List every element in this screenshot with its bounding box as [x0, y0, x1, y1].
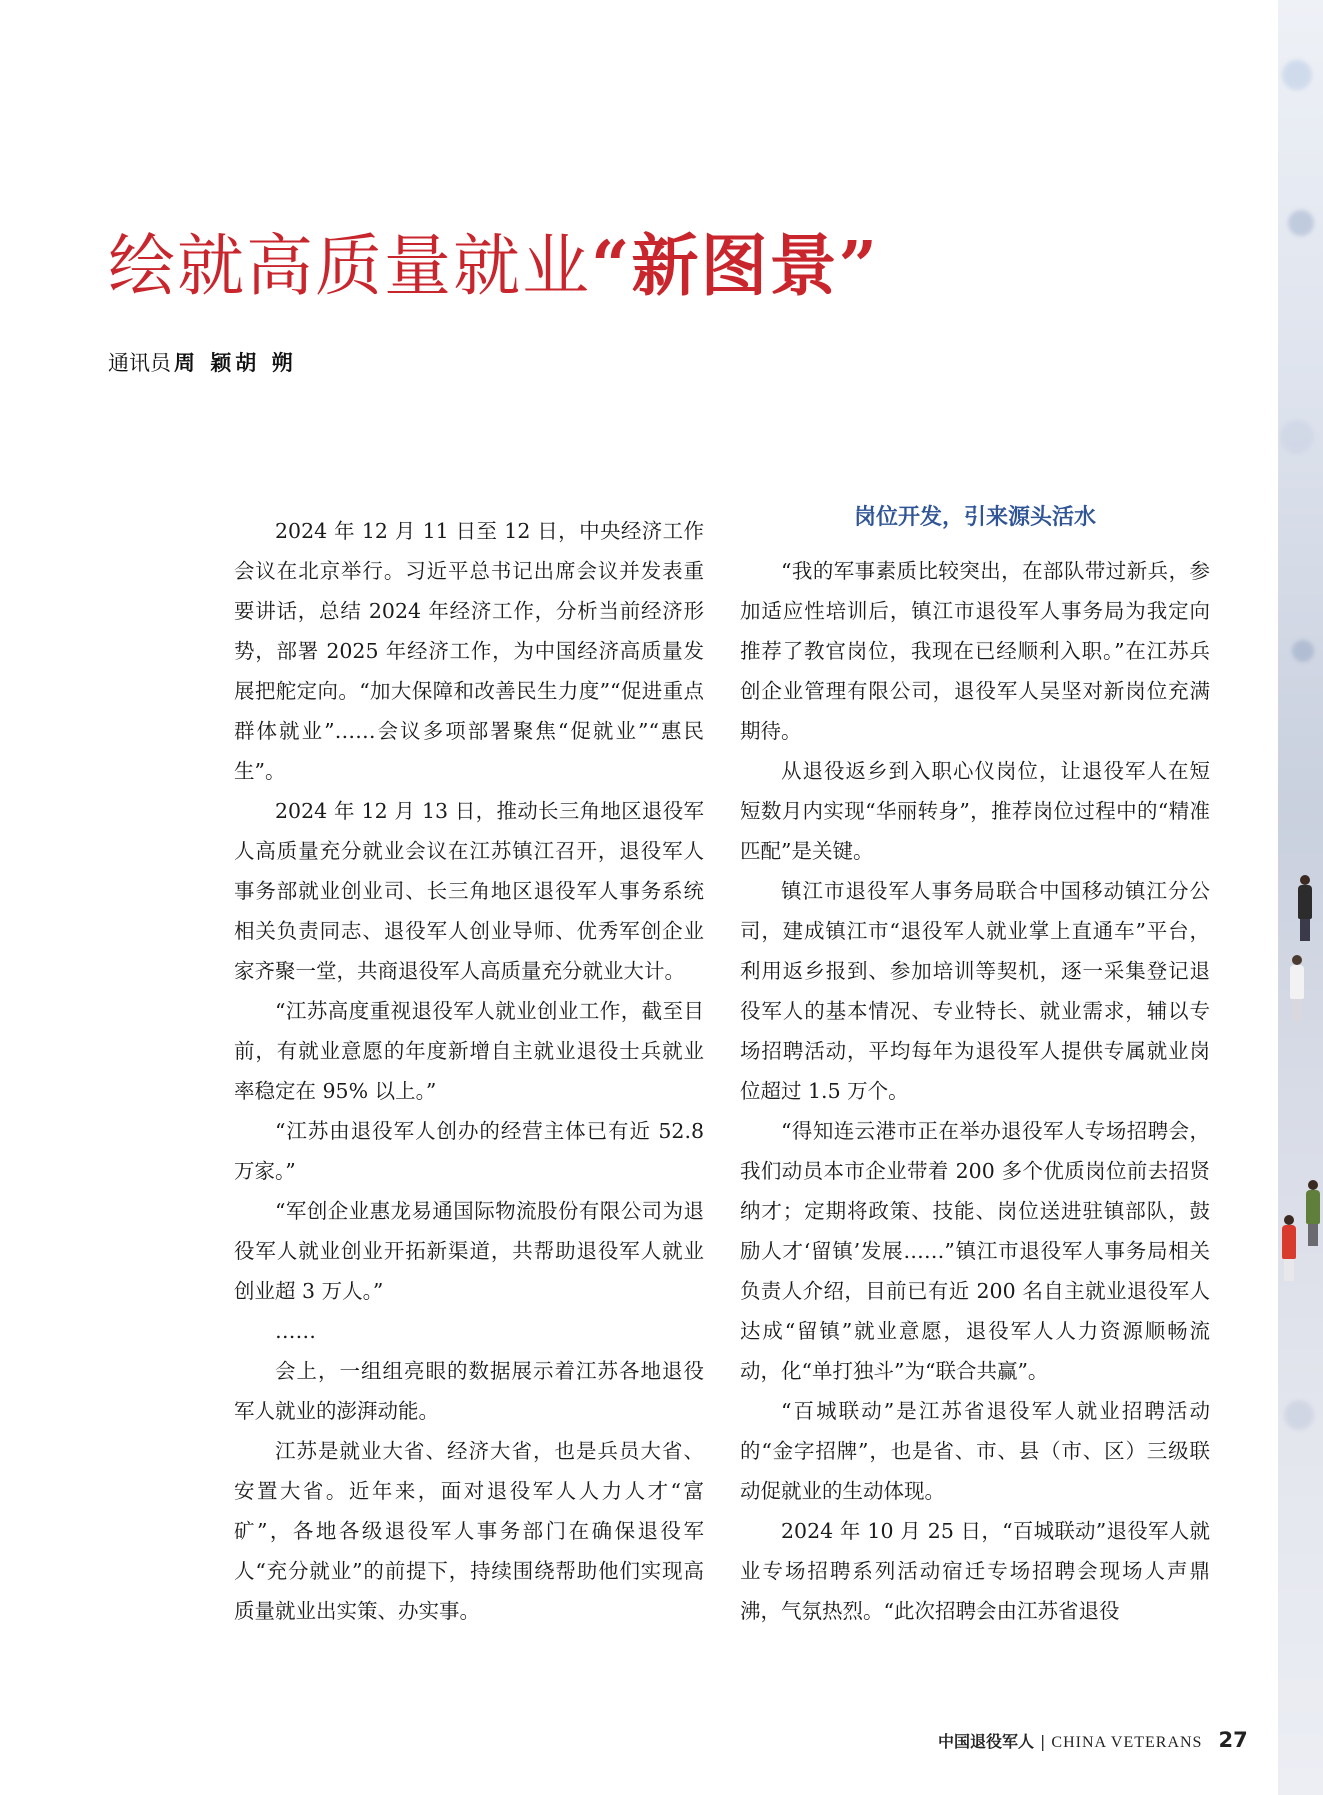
page-number: 27: [1218, 1728, 1248, 1752]
paragraph: 江苏是就业大省、经济大省，也是兵员大省、安置大省。近年来，面对退役军人人力人才“富矿”，各地各级退役军人事务部门在确保退役军人“充分就业”的前提下，持续围绕帮助他们实现高质量就业出实策、办实事。: [234, 1439, 704, 1623]
right-column: [740, 551, 1210, 1631]
page-footer: [938, 1728, 1248, 1752]
magazine-name-cn: 中国退役军人: [938, 1732, 1035, 1751]
footer-separator: |: [1040, 1732, 1046, 1751]
paragraph: 从退役返乡到入职心仪岗位，让退役军人在短短数月内实现“华丽转身”，推荐岗位过程中的“精准匹配”是关键。: [740, 759, 1210, 863]
title-plain: 绘就高质量就业: [108, 227, 591, 305]
magazine-name-en: CHINA VETERANS: [1051, 1734, 1203, 1751]
paragraph: “得知连云港市正在举办退役军人专场招聘会，我们动员本市企业带着 200 多个优质岗位前去招贤纳才；定期将政策、技能、岗位送进驻镇部队，鼓励人才‘留镇’发展……”镇江市退役军人事务局相关负责人介绍，目前已有近 200 名自主就业退役军人达成“留镇”就业意愿，退役军人人力资源顺畅流动，化“单打独斗”为“联合共赢”。: [740, 1119, 1210, 1383]
person-figure: [1298, 875, 1312, 941]
paragraph: 镇江市退役军人事务局联合中国移动镇江分公司，建成镇江市“退役军人就业掌上直通车”平台，利用返乡报到、参加培训等契机，逐一采集登记退役军人的基本情况、专业特长、就业需求，辅以专场招聘活动，平均每年为退役军人提供专属就业岗位超过 1.5 万个。: [740, 879, 1210, 1103]
section-subheading: 岗位开发，引来源头活水: [853, 504, 1096, 530]
person-figure: [1282, 1215, 1296, 1281]
paragraph: “我的军事素质比较突出，在部队带过新兵，参加适应性培训后，镇江市退役军人事务局为我定向推荐了教官岗位，我现在已经顺利入职。”在江苏兵创企业管理有限公司，退役军人吴坚对新岗位充满期待。: [740, 559, 1210, 743]
paragraph: 2024 年 10 月 25 日，“百城联动”退役军人就业专场招聘系列活动宿迁专场招聘会现场人声鼎沸，气氛热烈。“此次招聘会由江苏省退役: [740, 1519, 1210, 1623]
title-emphasis: “新图景”: [591, 226, 880, 305]
decorative-photo-strip: [1278, 0, 1323, 1795]
left-column: [234, 511, 704, 1631]
paragraph: “江苏由退役军人创办的经营主体已有近 52.8 万家。”: [234, 1119, 704, 1183]
paragraph: “百城联动”是江苏省退役军人就业招聘活动的“金字招牌”，也是省、市、县（市、区）三级联动促就业的生动体现。: [740, 1399, 1210, 1503]
paragraph-ellipsis: ……: [275, 1319, 316, 1343]
paragraph: 2024 年 12 月 13 日，推动长三角地区退役军人高质量充分就业会议在江苏镇江召开，退役军人事务部就业创业司、长三角地区退役军人事务系统相关负责同志、退役军人创业导师、优秀军创企业家齐聚一堂，共商退役军人高质量充分就业大计。: [234, 799, 704, 983]
person-figure: [1290, 955, 1304, 1021]
byline-label: 通讯员: [108, 351, 171, 375]
byline: [108, 347, 297, 377]
paragraph: 2024 年 12 月 11 日至 12 日，中央经济工作会议在北京举行。习近平总书记出席会议并发表重要讲话，总结 2024 年经济工作，分析当前经济形势，部署 2025 年经济工作，为中国经济高质量发展把舵定向。“加大保障和改善民生力度”“促进重点群体就业”……会议多项部署聚焦“促就业”“惠民生”。: [234, 519, 704, 783]
article-title: [108, 213, 879, 309]
paragraph: “江苏高度重视退役军人就业创业工作，截至目前，有就业意愿的年度新增自主就业退役士兵就业率稳定在 95% 以上。”: [234, 999, 704, 1103]
byline-authors: 周 颖胡 朔: [174, 351, 297, 375]
person-figure: [1306, 1180, 1320, 1246]
paragraph: “军创企业惠龙易通国际物流股份有限公司为退役军人就业创业开拓新渠道，共帮助退役军人就业创业超 3 万人。”: [234, 1199, 704, 1303]
paragraph: 会上，一组组亮眼的数据展示着江苏各地退役军人就业的澎湃动能。: [234, 1359, 704, 1423]
